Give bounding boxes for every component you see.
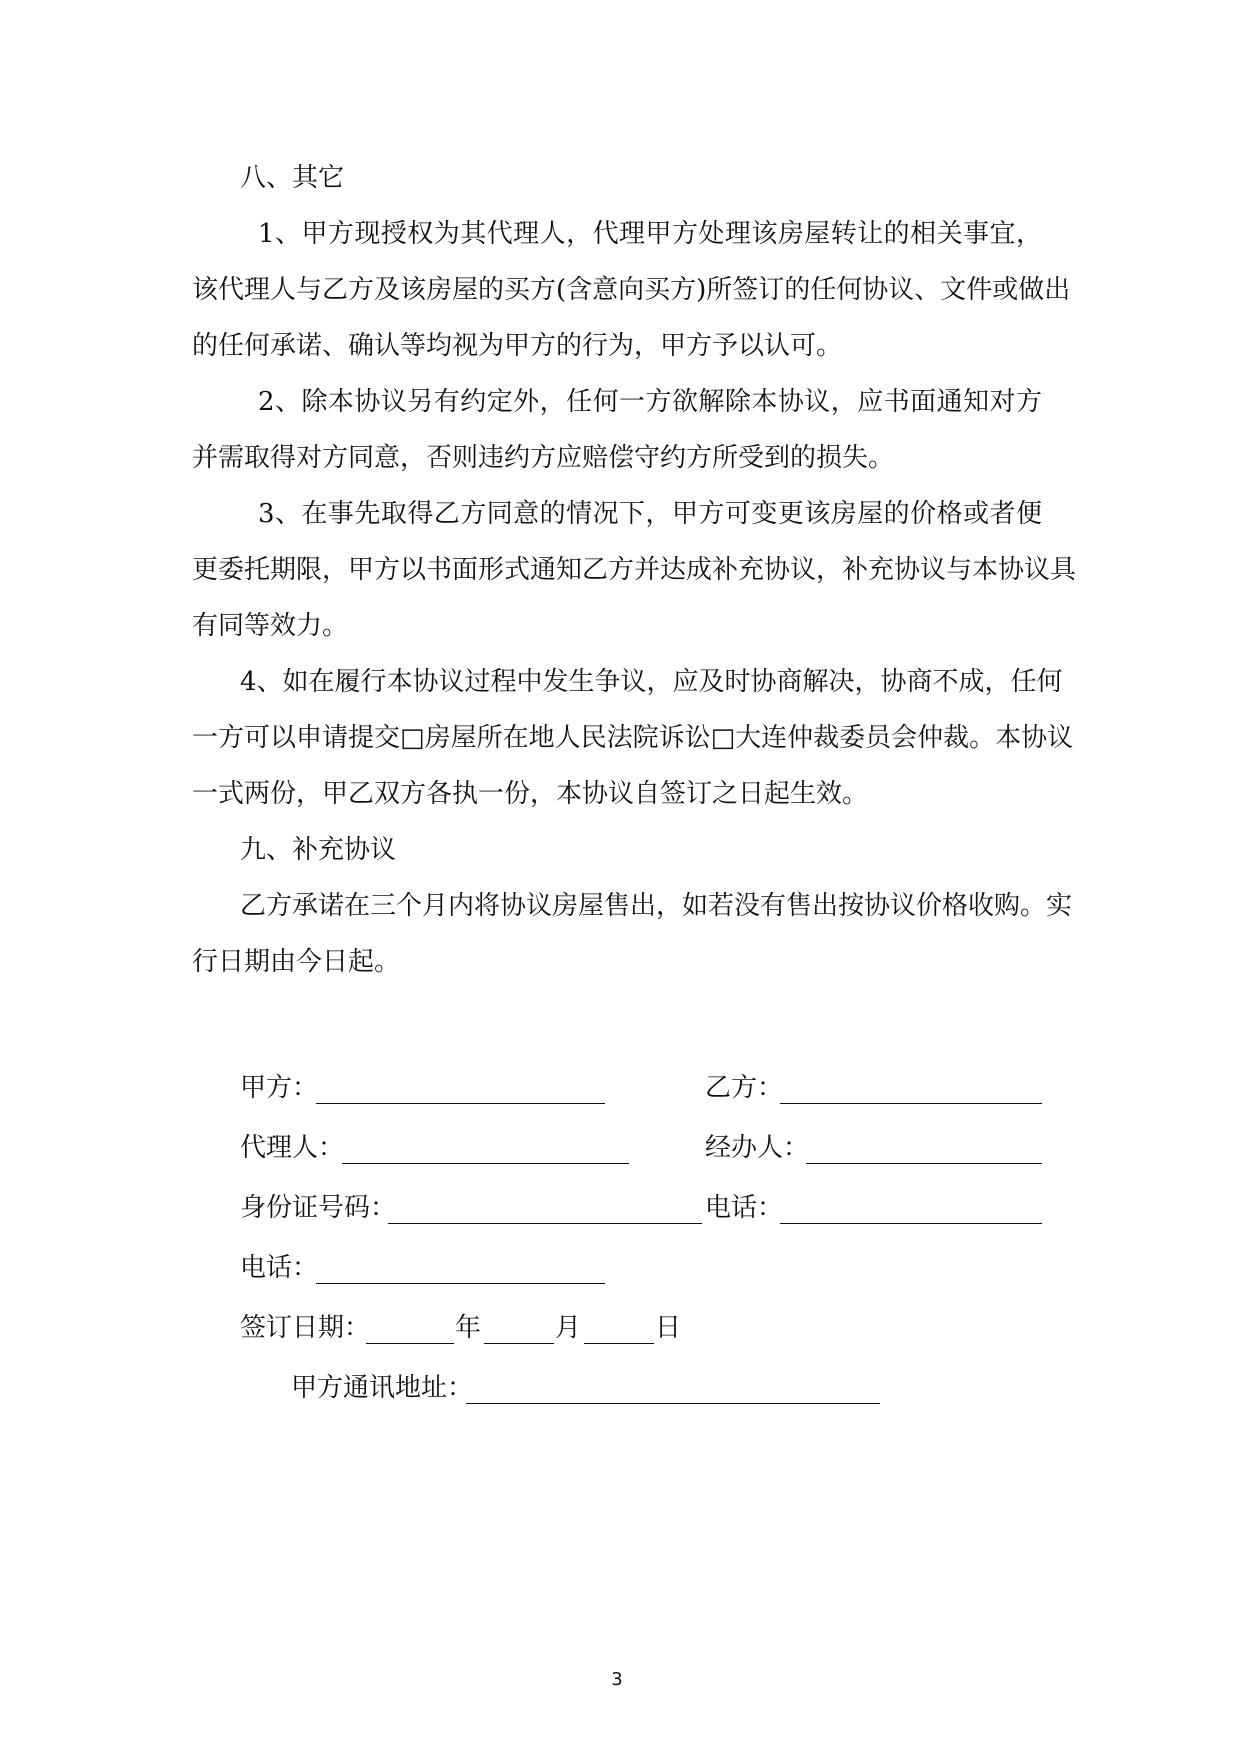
- section8-item1-line2: 该代理人与乙方及该房屋的买方(含意向买方)所签订的任何协议、文件或做出: [192, 275, 1071, 305]
- section9-heading: 九、补充协议: [240, 835, 397, 865]
- section8-item4-line2: 一方可以申请提交□房屋所在地人民法院诉讼□大连仲裁委员会仲裁。本协议: [192, 723, 1074, 753]
- section8-heading: 八、其它: [240, 163, 345, 193]
- month-label: 月: [555, 1313, 582, 1343]
- section8-item3-line3: 有同等效力。: [192, 611, 349, 641]
- section8-item3-line1: 3、在事先取得乙方同意的情况下，甲方可变更该房屋的价格或者便: [258, 499, 1042, 529]
- id-number-blank[interactable]: [388, 1223, 702, 1224]
- phone-b-blank[interactable]: [780, 1223, 1042, 1224]
- agent-blank[interactable]: [342, 1163, 629, 1164]
- year-label: 年: [455, 1313, 482, 1343]
- section8-item2-line1: 2、除本协议另有约定外，任何一方欲解除本协议，应书面通知对方: [258, 387, 1042, 417]
- agent-label: 代理人：: [240, 1133, 345, 1163]
- day-blank[interactable]: [584, 1343, 654, 1344]
- party-b-blank[interactable]: [780, 1103, 1042, 1104]
- section9-line1: 乙方承诺在三个月内将协议房屋售出，如若没有售出按协议价格收购。实: [240, 891, 1073, 921]
- sign-date-label: 签订日期：: [240, 1313, 371, 1343]
- party-b-label: 乙方：: [705, 1073, 784, 1103]
- section8-item1-line1: 1、甲方现授权为其代理人，代理甲方处理该房屋转让的相关事宜，: [258, 219, 1042, 249]
- handler-blank[interactable]: [806, 1163, 1042, 1164]
- section8-item1-line3: 的任何承诺、确认等均视为甲方的行为，甲方予以认可。: [192, 331, 843, 361]
- party-a-blank[interactable]: [316, 1103, 605, 1104]
- page-number: 3: [611, 1669, 623, 1690]
- address-a-label: 甲方通讯地址：: [291, 1373, 474, 1403]
- month-blank[interactable]: [484, 1343, 554, 1344]
- year-blank[interactable]: [366, 1343, 454, 1344]
- party-a-label: 甲方：: [240, 1073, 319, 1103]
- day-label: 日: [655, 1313, 682, 1343]
- handler-label: 经办人：: [705, 1133, 810, 1163]
- phone-a-blank[interactable]: [316, 1283, 605, 1284]
- section8-item4-line3: 一式两份，甲乙双方各执一份，本协议自签订之日起生效。: [192, 779, 869, 809]
- address-a-blank[interactable]: [466, 1403, 880, 1404]
- phone-b-label: 电话：: [705, 1193, 784, 1223]
- phone-a-label: 电话：: [240, 1253, 319, 1283]
- section8-item3-line2: 更委托期限，甲方以书面形式通知乙方并达成补充协议，补充协议与本协议具: [192, 555, 1077, 585]
- section8-item4-line1: 4、如在履行本协议过程中发生争议，应及时协商解决，协商不成，任何: [240, 667, 1063, 697]
- section8-item2-line2: 并需取得对方同意，否则违约方应赔偿守约方所受到的损失。: [192, 443, 895, 473]
- id-number-label: 身份证号码：: [240, 1193, 397, 1223]
- section9-line2: 行日期由今日起。: [192, 947, 401, 977]
